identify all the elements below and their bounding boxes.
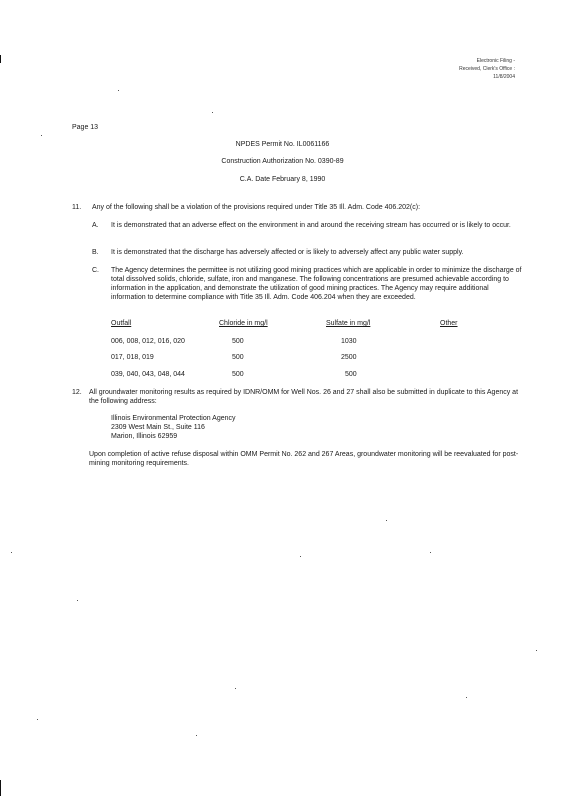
scan-speck: [300, 556, 301, 557]
filing-stamp: [459, 57, 515, 81]
scan-edge-mark: [0, 780, 1, 796]
scan-speck: [466, 697, 467, 698]
scan-speck: [235, 688, 236, 689]
table-header-outfall: Outfall: [111, 320, 132, 327]
item-12-text: All groundwater monitoring results as required by IDNR/OMM for Well Nos. 26 and 27 shall also be submitted in duplicate to this Agency at the following address:: [89, 389, 519, 405]
item-12-followup: Upon completion of active refuse disposal within OMM Permit No. 262 and 267 Areas, groundwater monitoring will be reevaluated for post-mining monitoring requirements.: [89, 451, 519, 467]
table-header-sulfate: Sulfate in mg/l: [326, 320, 371, 327]
scan-speck: [37, 719, 38, 720]
stamp-line-1: Electronic Filing -: [476, 58, 515, 64]
item-c-label: C.: [92, 267, 99, 274]
scan-speck: [430, 552, 431, 553]
table-cell-outfall: 006, 008, 012, 016, 020: [111, 338, 185, 345]
table-cell-sulfate: 500: [345, 371, 357, 378]
address-line-3: Marion, Illinois 62959: [111, 433, 178, 440]
table-cell-sulfate: 2500: [341, 354, 357, 361]
scan-speck: [77, 600, 78, 601]
ca-date: C.A. Date February 8, 1990: [239, 176, 326, 183]
item-c-text: The Agency determines the permittee is not utilizing good mining practices which are applicable in order to minimize the discharge of total dissolved solids, chloride, sulfate, iron and manganese. The following concentrations are presumed achievable according to information in the application, and demonstrate the utilization of good mining practices. The Agency may require additional information to determine compliance with Title 35 Ill. Adm. Code 406.204 when they are exceeded.: [111, 267, 522, 301]
item-a-label: A.: [92, 222, 99, 229]
page-label: Page 13: [72, 124, 99, 131]
table-cell-chloride: 500: [232, 371, 244, 378]
scan-speck: [11, 552, 12, 553]
scan-speck: [536, 650, 537, 651]
stamp-line-2: Received, Clerk's Office :: [459, 66, 515, 72]
scan-speck: [386, 520, 387, 521]
scan-speck: [196, 735, 197, 736]
item-12-number: 12.: [72, 389, 82, 396]
table-cell-outfall: 039, 040, 043, 048, 044: [111, 371, 185, 378]
address-line-2: 2309 West Main St., Suite 116: [111, 424, 205, 431]
scan-speck: [41, 135, 42, 136]
table-header-chloride: Chloride in mg/l: [219, 320, 268, 327]
item-11-number: 11.: [72, 204, 82, 211]
scan-speck: [118, 90, 119, 91]
scan-speck: [212, 112, 213, 113]
table-header-other: Other: [440, 320, 458, 327]
item-b-label: B.: [92, 249, 99, 256]
table-cell-outfall: 017, 018, 019: [111, 354, 154, 361]
item-a-text: It is demonstrated that an adverse effect on the environment in and around the receiving stream has occurred or is likely to occur.: [111, 222, 511, 229]
item-11-intro: Any of the following shall be a violation of the provisions required under Title 35 Ill. Adm. Code 406.202(c):: [92, 204, 421, 211]
item-b-text: It is demonstrated that the discharge has adversely affected or is likely to adversely affect any public water supply.: [111, 249, 464, 256]
table-cell-chloride: 500: [232, 338, 244, 345]
table-cell-chloride: 500: [232, 354, 244, 361]
address-line-1: Illinois Environmental Protection Agency: [111, 415, 236, 422]
construction-authorization: Construction Authorization No. 0390-89: [221, 158, 344, 165]
scan-edge-mark: [0, 55, 1, 63]
permit-number: NPDES Permit No. IL0061166: [235, 141, 330, 148]
table-cell-sulfate: 1030: [341, 338, 357, 345]
stamp-line-3: 11/8/2004: [493, 74, 515, 80]
